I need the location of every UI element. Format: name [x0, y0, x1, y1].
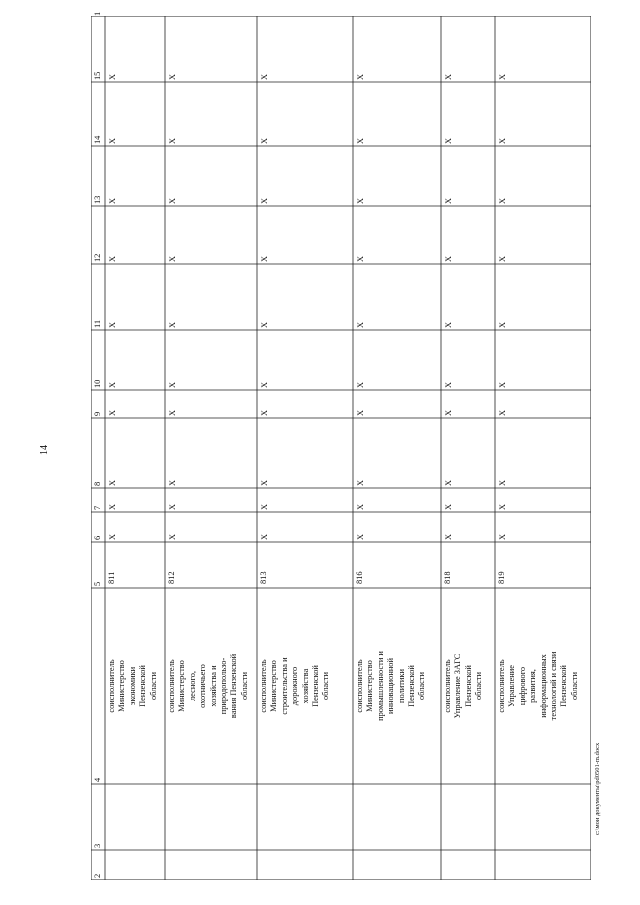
- row-6-executor: [497, 592, 580, 780]
- row-1-col-13-mark: Х: [108, 197, 117, 204]
- row-1-executor-line: Министерство: [117, 660, 127, 712]
- row-6-executor-line: технологий и связи: [549, 651, 559, 721]
- row-4-code: 816: [355, 571, 364, 584]
- column-header-11: 11: [93, 319, 102, 328]
- row-3-col-14-mark: Х: [260, 137, 269, 144]
- row-5-col-8-mark: Х: [444, 479, 453, 486]
- row-6-col-11-mark: Х: [498, 321, 507, 328]
- row-3-col-10-mark: Х: [260, 381, 269, 388]
- row-5-col-9-mark: Х: [444, 409, 453, 416]
- row-1-executor: [107, 592, 159, 780]
- column-header-9: 9: [93, 411, 102, 416]
- row-3-executor-line: Министерство: [269, 660, 279, 712]
- row-1-col-12-mark: Х: [108, 255, 117, 262]
- row-3-col-15-mark: Х: [260, 73, 269, 80]
- row-1-executor-line: экономики: [127, 666, 137, 706]
- row-4-executor-line: области: [417, 672, 427, 700]
- row-4-executor-line: промышленности и: [375, 651, 385, 721]
- row-2-col-13-mark: Х: [168, 197, 177, 204]
- row-1-col-11-mark: Х: [108, 321, 117, 328]
- row-6-executor-line: Пензенской: [559, 665, 569, 707]
- row-6-col-13-mark: Х: [498, 197, 507, 204]
- footer-file-path-text: c:\мои документы\pd0501-m.docx: [594, 742, 601, 835]
- row-2-col-8-mark: Х: [168, 479, 177, 486]
- row-2-executor-line: соисполнитель: [167, 659, 176, 713]
- row-4-col-10-mark: Х: [356, 381, 365, 388]
- row-4-executor-line: Министерство: [365, 660, 375, 712]
- row-6-executor-line: соисполнитель: [497, 659, 506, 713]
- row-3-col-8-mark: Х: [260, 479, 269, 486]
- column-header-15: 15: [93, 71, 102, 80]
- row-2-executor-line: области: [239, 672, 249, 700]
- row-5-col-15-mark: Х: [444, 73, 453, 80]
- row-2-col-6-mark: Х: [168, 533, 177, 540]
- row-3-col-6-mark: Х: [260, 533, 269, 540]
- row-4-executor-line: инновационной: [386, 658, 396, 714]
- row-2-col-15-mark: Х: [168, 73, 177, 80]
- row-1-executor-line: соисполнитель: [107, 659, 116, 713]
- row-3-executor-line: хозяйства: [300, 668, 310, 704]
- row-3-executor-line: области: [321, 672, 331, 700]
- row-6-col-12-mark: Х: [498, 255, 507, 262]
- row-1-col-14-mark: Х: [108, 137, 117, 144]
- row-2-executor-line: Министерство: [177, 660, 187, 712]
- row-4-executor-line: политики: [396, 669, 406, 703]
- column-header-3: 3: [93, 843, 102, 848]
- row-5-col-12-mark: Х: [444, 255, 453, 262]
- row-6-executor-line: цифрового: [517, 666, 527, 706]
- row-6-col-9-mark: Х: [498, 409, 507, 416]
- row-5-executor-line: Пензенской: [463, 665, 473, 707]
- column-header-1: 1: [93, 11, 102, 16]
- row-2-col-14-mark: Х: [168, 137, 177, 144]
- row-2-code: 812: [167, 571, 176, 584]
- row-1-col-6-mark: Х: [108, 533, 117, 540]
- row-5-col-7-mark: Х: [444, 503, 453, 510]
- row-5-executor: [443, 592, 485, 780]
- row-2-col-10-mark: Х: [168, 381, 177, 388]
- row-5-col-11-mark: Х: [444, 321, 453, 328]
- column-header-10: 10: [93, 379, 102, 388]
- row-2-col-11-mark: Х: [168, 321, 177, 328]
- row-6-code: 819: [497, 571, 506, 584]
- row-6-col-6-mark: Х: [498, 533, 507, 540]
- row-5-col-6-mark: Х: [444, 533, 453, 540]
- row-1-col-15-mark: Х: [108, 73, 117, 80]
- column-header-8: 8: [93, 481, 102, 486]
- row-4-col-14-mark: Х: [356, 137, 365, 144]
- row-2-executor-line: вания Пензенской: [229, 653, 239, 719]
- row-4-col-15-mark: Х: [356, 73, 365, 80]
- row-2-col-7-mark: Х: [168, 503, 177, 510]
- column-header-7: 7: [93, 505, 102, 510]
- row-1-executor-line: Пензенской: [138, 665, 148, 707]
- column-header-12: 12: [93, 253, 102, 262]
- row-3-col-7-mark: Х: [260, 503, 269, 510]
- row-3-col-13-mark: Х: [260, 197, 269, 204]
- row-6-col-14-mark: Х: [498, 137, 507, 144]
- row-2-executor: [167, 592, 250, 780]
- row-2-executor-line: хозяйства и: [208, 665, 218, 707]
- row-5-col-10-mark: Х: [444, 381, 453, 388]
- row-6-executor-line: области: [569, 672, 579, 700]
- page-number: 14: [39, 445, 50, 455]
- column-header-6: 6: [93, 535, 102, 540]
- row-1-col-7-mark: Х: [108, 503, 117, 510]
- row-6-executor-line: развития,: [528, 669, 538, 703]
- row-1-col-9-mark: Х: [108, 409, 117, 416]
- row-3-code: 813: [259, 571, 268, 584]
- row-3-col-11-mark: Х: [260, 321, 269, 328]
- row-4-col-7-mark: Х: [356, 503, 365, 510]
- row-4-executor-line: Пензенской: [407, 665, 417, 707]
- row-5-col-14-mark: Х: [444, 137, 453, 144]
- column-header-14: 14: [93, 135, 102, 144]
- row-4-executor: [355, 592, 428, 780]
- rotated-table: [91, 11, 591, 880]
- row-3-executor-line: Пензенской: [311, 665, 321, 707]
- row-6-col-8-mark: Х: [498, 479, 507, 486]
- row-3-executor-line: соисполнитель: [259, 659, 268, 713]
- row-1-col-8-mark: Х: [108, 479, 117, 486]
- row-3-col-12-mark: Х: [260, 255, 269, 262]
- row-4-col-12-mark: Х: [356, 255, 365, 262]
- column-header-4: 4: [93, 777, 102, 782]
- row-2-col-9-mark: Х: [168, 409, 177, 416]
- row-4-col-13-mark: Х: [356, 197, 365, 204]
- row-5-executor-line: соисполнитель: [443, 659, 452, 713]
- row-6-col-7-mark: Х: [498, 503, 507, 510]
- row-4-executor-line: соисполнитель: [355, 659, 364, 713]
- row-2-executor-line: охотничьего: [198, 664, 208, 708]
- row-1-col-10-mark: Х: [108, 381, 117, 388]
- row-4-col-9-mark: Х: [356, 409, 365, 416]
- row-4-col-11-mark: Х: [356, 321, 365, 328]
- row-2-col-12-mark: Х: [168, 255, 177, 262]
- row-5-executor-line: области: [474, 672, 484, 700]
- row-3-executor: [259, 592, 332, 780]
- row-6-col-15-mark: Х: [498, 73, 507, 80]
- row-6-executor-line: Управление: [507, 665, 517, 708]
- row-5-col-13-mark: Х: [444, 197, 453, 204]
- column-header-2: 2: [93, 873, 102, 878]
- row-4-col-8-mark: Х: [356, 479, 365, 486]
- row-5-code: 818: [443, 571, 452, 584]
- row-1-executor-line: области: [148, 672, 158, 700]
- row-4-col-6-mark: Х: [356, 533, 365, 540]
- row-5-executor-line: Управление ЗАГС: [453, 653, 463, 719]
- row-6-executor-line: информационных: [538, 654, 548, 718]
- row-2-executor-line: лесного,: [187, 671, 197, 701]
- row-3-col-9-mark: Х: [260, 409, 269, 416]
- row-2-executor-line: природопользо-: [219, 657, 229, 715]
- column-header-13: 13: [93, 195, 102, 204]
- row-3-executor-line: строительства и: [279, 657, 289, 715]
- column-header-5: 5: [93, 581, 102, 586]
- row-6-col-10-mark: Х: [498, 381, 507, 388]
- row-3-executor-line: дорожного: [290, 666, 300, 706]
- row-1-code: 811: [107, 571, 116, 584]
